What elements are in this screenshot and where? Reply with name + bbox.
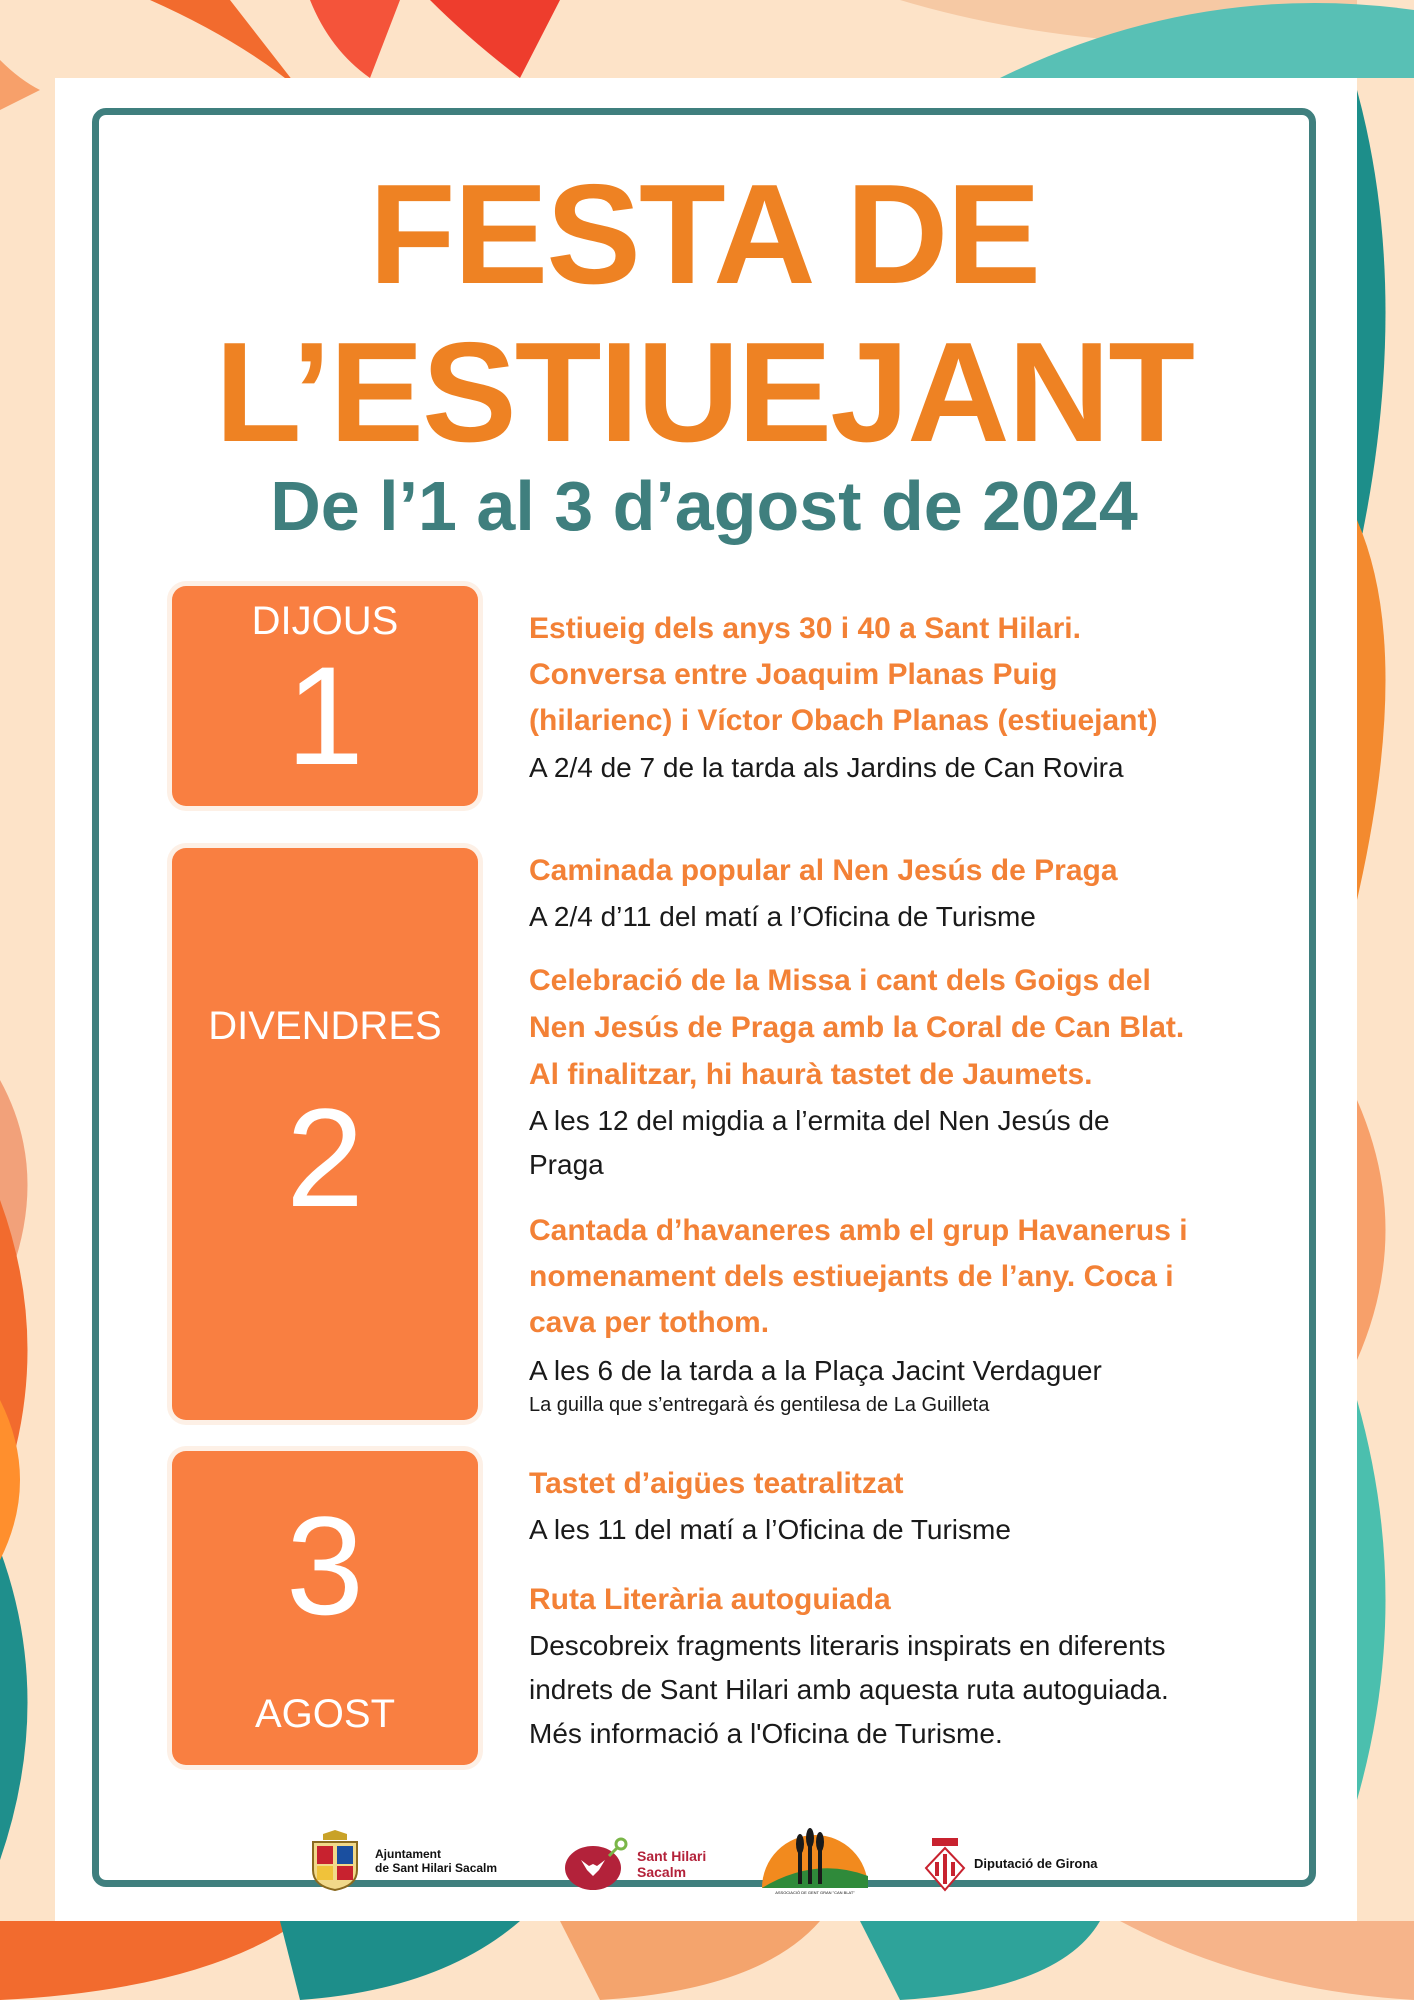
- leaf-right-side: [1357, 1100, 1386, 1800]
- leaf-left-side: [0, 1080, 28, 1860]
- can-blat-caption: ASSOCIACIÓ DE GENT GRAN "CAN BLAT": [775, 1890, 855, 1895]
- day-box-1: [172, 586, 478, 806]
- day-number: 3: [286, 1487, 364, 1644]
- leaf-bottom: [0, 1921, 1414, 2000]
- date-subtitle: De l’1 al 3 d’agost de 2024: [270, 467, 1138, 545]
- day-name: DIJOUS: [251, 599, 399, 643]
- event-detail: Més informació a l'Oficina de Turisme.: [529, 1718, 1003, 1749]
- day-number: 1: [286, 637, 364, 794]
- event-detail: indrets de Sant Hilari amb aquesta ruta autoguiada.: [529, 1674, 1169, 1705]
- coat-of-arms-icon: [305, 1830, 365, 1892]
- event-title-line: Caminada popular al Nen Jesús de Praga: [529, 854, 1118, 887]
- day-box-3: [172, 1451, 478, 1765]
- event-detail: A les 12 del migdia a l’ermita del Nen Jesús de: [529, 1105, 1110, 1136]
- event-title-line: Al finalitzar, hi haurà tastet de Jaumets.: [529, 1058, 1093, 1091]
- diputacio-name: Diputació de Girona: [974, 1856, 1098, 1871]
- event-title-line: Cantada d’havaneres amb el grup Havanerus i: [529, 1214, 1188, 1247]
- event-detail: A les 11 del matí a l’Oficina de Turisme: [529, 1514, 1011, 1545]
- day-number: 2: [286, 1079, 364, 1236]
- logo-diputacio: [924, 1836, 1098, 1892]
- event-detail: A les 6 de la tarda a la Plaça Jacint Verdaguer: [529, 1355, 1102, 1386]
- event-detail: A 2/4 d’11 del matí a l’Oficina de Turisme: [529, 901, 1036, 932]
- event-detail: A 2/4 de 7 de la tarda als Jardins de Can Rovira: [529, 752, 1124, 783]
- event-detail: Praga: [529, 1149, 604, 1180]
- event-title-line: Conversa entre Joaquim Planas Puig: [529, 658, 1058, 691]
- event-note: La guilla que s’entregarà és gentilesa de La Guilleta: [529, 1394, 990, 1416]
- day-box-2: [172, 848, 478, 1420]
- diputacio-crest-icon: [924, 1836, 966, 1892]
- day-name: DIVENDRES: [208, 1004, 442, 1048]
- event-title-line: nomenament dels estiuejants de l’any. Coca i: [529, 1260, 1174, 1293]
- event-title-line: Ruta Literària autoguiada: [529, 1583, 891, 1616]
- title-line-1: FESTA DE: [368, 155, 1040, 314]
- logo-can-blat: [760, 1826, 870, 1895]
- fox-logo-icon: [563, 1836, 629, 1892]
- event-title-line: (hilarienc) i Víctor Obach Planas (estiuejant): [529, 704, 1158, 737]
- sant-hilari-name: Sant Hilari Sacalm: [637, 1848, 707, 1880]
- event-title-line: cava per tothom.: [529, 1306, 770, 1339]
- event-title-line: Tastet d’aigües teatralitzat: [529, 1467, 904, 1500]
- title-line-2: L’ESTIUEJANT: [214, 313, 1194, 472]
- event-title-line: Celebració de la Missa i cant dels Goigs del: [529, 964, 1151, 997]
- logo-sant-hilari: [563, 1836, 706, 1892]
- logo-ajuntament: [305, 1830, 497, 1892]
- wheat-logo-icon: [760, 1826, 870, 1890]
- event-title-line: Nen Jesús de Praga amb la Coral de Can Blat.: [529, 1011, 1185, 1044]
- day-name: AGOST: [254, 1692, 396, 1736]
- event-title-line: Estiueig dels anys 30 i 40 a Sant Hilari.: [529, 612, 1081, 645]
- ajuntament-name: Ajuntament de Sant Hilari Sacalm: [375, 1847, 498, 1875]
- event-detail: Descobreix fragments literaris inspirats en diferents: [529, 1630, 1166, 1661]
